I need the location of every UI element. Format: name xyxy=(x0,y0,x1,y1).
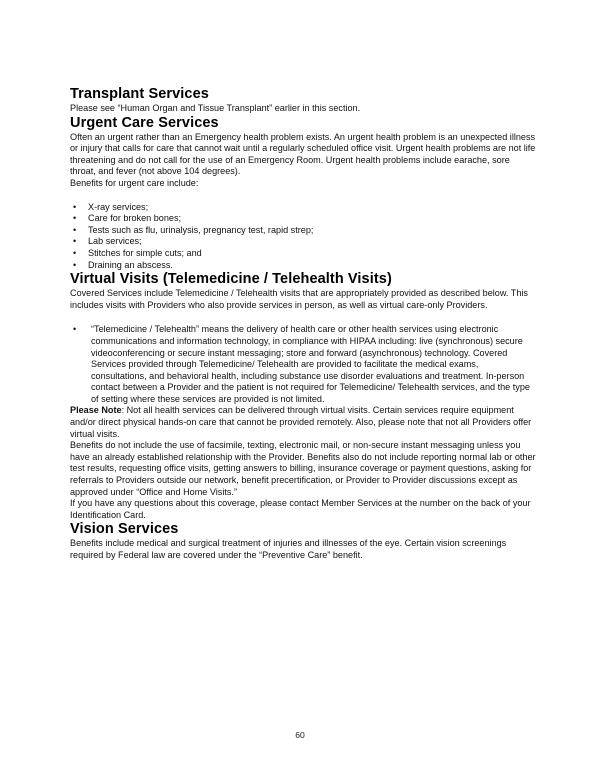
please-note-label: Please Note xyxy=(70,405,122,416)
please-note-body: : Not all health services can be delivered through virtual visits. Certain services require equipment and/or direct physical hands-on care that cannot be provided remotely. Also, please note that not all Providers offer virtual visits. xyxy=(70,405,532,439)
list-telemedicine-definition xyxy=(70,324,536,405)
heading-urgent-care-services: Urgent Care Services xyxy=(70,114,219,131)
list-item-label: Stitches for simple cuts; and xyxy=(88,247,202,258)
paragraph-vision-services-benefits: Benefits include medical and surgical treatment of injuries and illnesses of the eye. Certain vision screenings required by Federal law are covered under the “Preventive Care” benefit. xyxy=(70,538,507,560)
paragraph-virtual-visits-intro: Covered Services include Telemedicine / Telehealth visits that are appropriately provided as described below. This includes visits with Providers who also provide services in person, as well as virtual care-only Providers. xyxy=(70,288,528,310)
paragraph-member-services-contact: If you have any questions about this coverage, please contact Member Services at the number on the back of your Identification Card. xyxy=(70,498,531,520)
list-item-label: Tests such as flu, urinalysis, pregnancy test, rapid strep; xyxy=(88,224,314,235)
bullet-icon: • xyxy=(73,259,77,270)
list-item xyxy=(70,324,536,405)
list-item-label: Care for broken bones; xyxy=(88,213,182,224)
list-item xyxy=(70,213,536,225)
bullet-icon: • xyxy=(73,236,77,247)
list-item-label: Lab services; xyxy=(88,236,142,247)
list-item xyxy=(70,236,536,248)
paragraph-transplant-reference: Please see “Human Organ and Tissue Transplant” earlier in this section. xyxy=(70,103,361,113)
list-item xyxy=(70,202,536,214)
list-item-label: Draining an abscess. xyxy=(88,259,173,270)
page-number: 60 xyxy=(295,730,305,740)
list-urgent-care-benefits xyxy=(70,202,536,272)
paragraph-urgent-care-definition: Often an urgent rather than an Emergency health problem exists. An urgent health problem is an unexpected illness or injury that calls for care that cannot wait until a regularly scheduled office visit. Urgent health problems are not life threatening and do not call for the use of an Emergency Room. Urgent health problems include earache, sore throat, and fever (not above 104 degrees). xyxy=(70,131,536,177)
list-item xyxy=(70,248,536,260)
list-item xyxy=(70,225,536,237)
list-item-label: X-ray services; xyxy=(88,201,149,212)
paragraph-urgent-care-benefits-lead: Benefits for urgent care include: xyxy=(70,177,199,188)
bullet-icon: • xyxy=(73,213,77,224)
paragraph-please-note xyxy=(70,405,536,440)
paragraph-benefit-exclusions: Benefits do not include the use of facsimile, texting, electronic mail, or non-secure instant messaging unless you have an already established relationship with the Provider. Benefits also do not include reporting normal lab or other test results, requesting office visits, getting answers to billing, insurance coverage or payment questions, asking for referrals to Providers outside our network, benefit precertification, or Provider to Provider discussions except as approved under “Office and Home Visits.” xyxy=(70,440,536,497)
bullet-icon: • xyxy=(73,201,77,212)
bullet-icon: • xyxy=(73,224,77,235)
heading-transplant-services: Transplant Services xyxy=(70,86,209,102)
list-item-label: “Telemedicine / Telehealth” means the delivery of health care or other health services using electronic communications and information technology, in compliance with HIPAA including: live (synchronous) secure videoconferencing or secure instant messaging; store and forward (asynchronous) technology. Covered Services provided through Telemedicine/ Telehealth are provided to facilitate the medical exams, consultations, and behavioral health, including substance use disorder evaluations and treatment. In-person contact between a Provider and the patient is not required for Telemedicine/ Telehealth services, and the type of setting where these services are provided is not limited. xyxy=(91,324,530,404)
heading-virtual-visits: Virtual Visits (Telemedicine / Telehealth Visits) xyxy=(70,271,392,288)
list-item xyxy=(70,260,536,272)
bullet-icon: • xyxy=(73,324,77,335)
bullet-icon: • xyxy=(73,247,77,258)
heading-vision-services: Vision Services xyxy=(70,521,179,538)
